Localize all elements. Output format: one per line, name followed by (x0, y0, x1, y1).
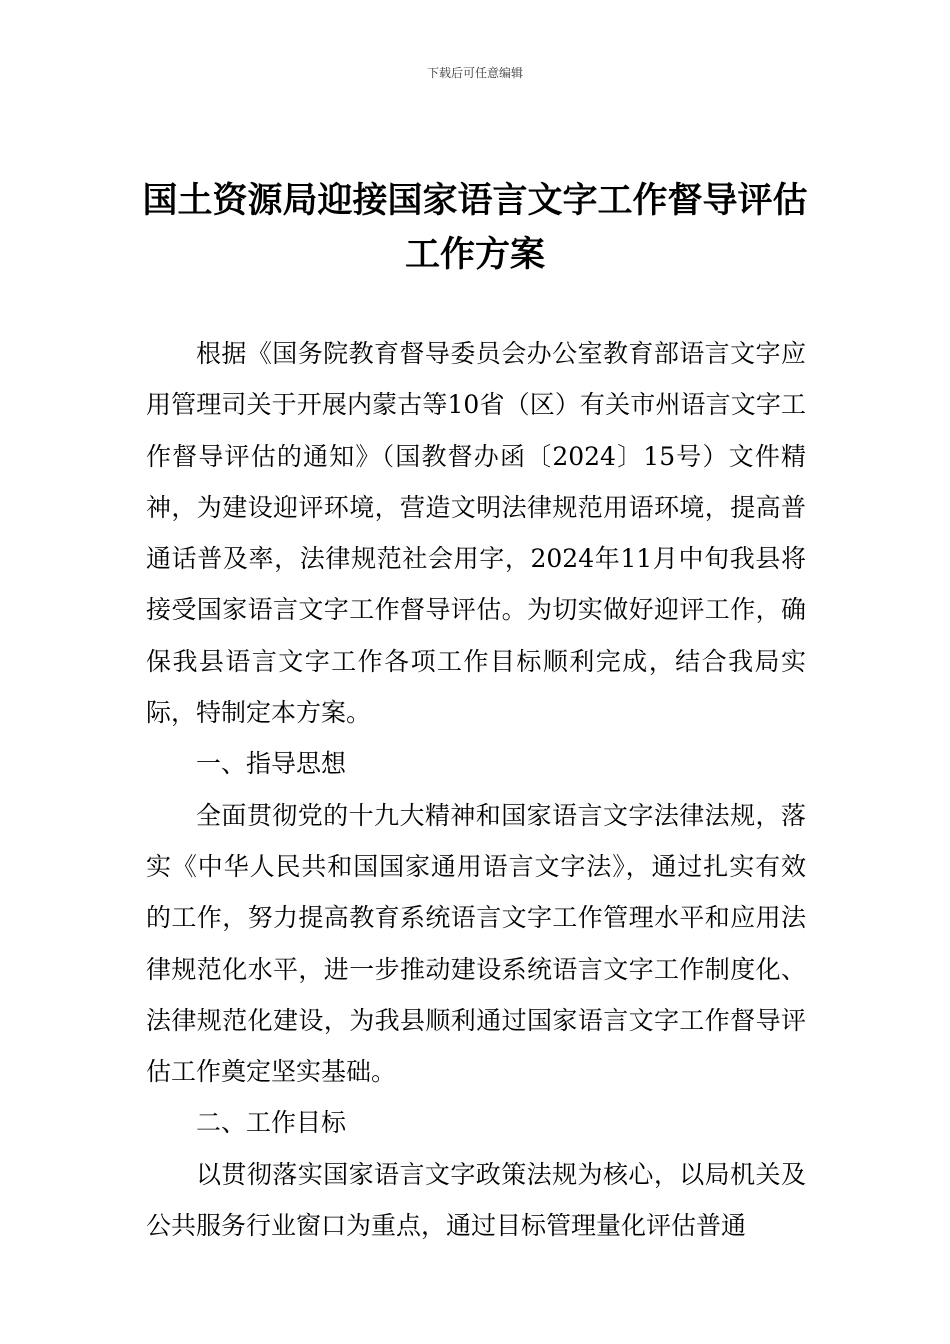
document-body (146, 328, 806, 1251)
paragraph-intro: 根据《国务院教育督导委员会办公室教育部语言文字应用管理司关于开展内蒙古等10省（区）有关市州语言文字工作督导评估的通知》（国教督办函〔2024〕15号）文件精神，为建设迎评环境，营造文明法律规范用语环境，提高普通话普及率，法律规范社会用字，2024年11月中旬我县将接受国家语言文字工作督导评估。为切实做好迎评工作，确保我县语言文字工作各项工作目标顺利完成，结合我局实际，特制定本方案。 (146, 339, 806, 728)
page-header-note: 下载后可任意编辑 (426, 66, 523, 80)
paragraph-guiding-ideology: 全面贯彻党的十九大精神和国家语言文字法律法规，落实《中华人民共和国国家通用语言文字法》，通过扎实有效的工作，努力提高教育系统语言文字工作管理水平和应用法律规范化水平，进一步推动建设系统语言文字工作制度化、法律规范化建设，为我县顺利通过国家语言文字工作督导评估工作奠定坚实基础。 (146, 800, 806, 1087)
document-title: 国土资源局迎接国家语言文字工作督导评估工作方案 (142, 181, 808, 275)
paragraph-work-goals: 以贯彻落实国家语言文字政策法规为核心，以局机关及公共服务行业窗口为重点，通过目标管理量化评估普通 (146, 1159, 806, 1241)
section-heading-guiding-ideology: 一、指导思想 (196, 749, 347, 779)
section-heading-work-goals: 二、工作目标 (196, 1108, 347, 1138)
